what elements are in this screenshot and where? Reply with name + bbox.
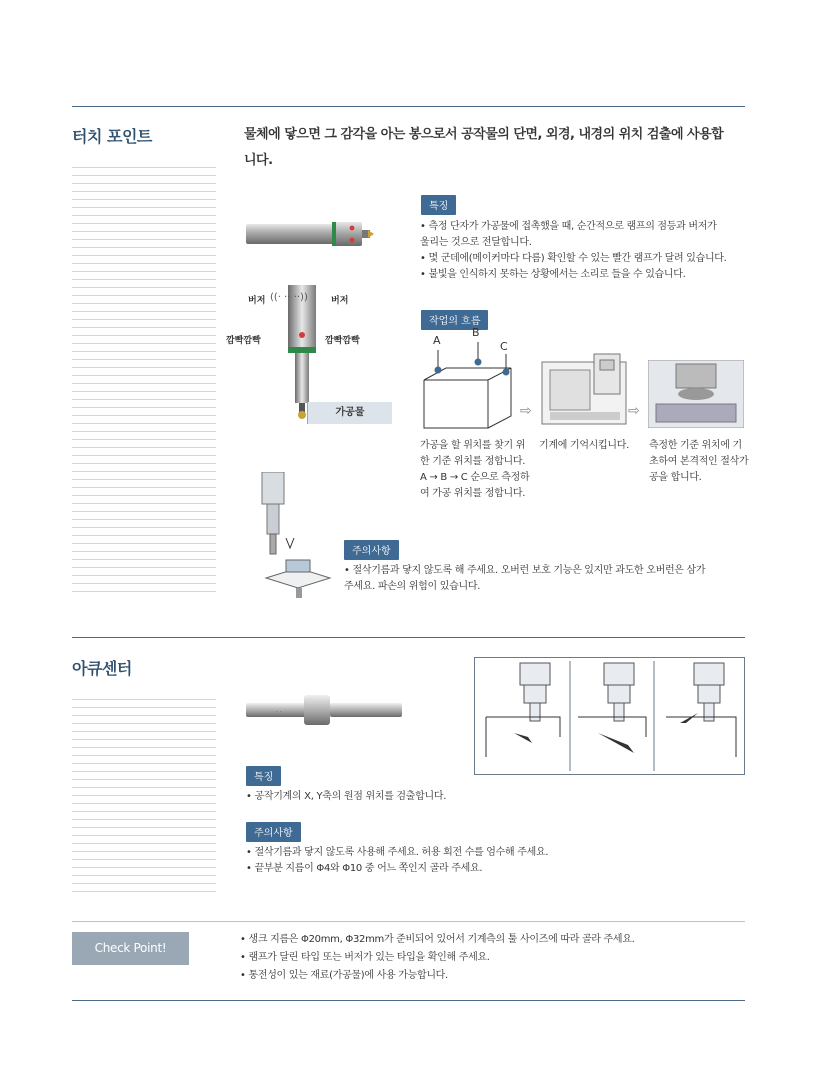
touch-probe-image [244,218,374,250]
feature-line: • 측정 단자가 가공물에 접촉했을 때, 순간적으로 램프의 점등과 버저가 [420,221,717,232]
point-c-label: C [500,340,508,353]
section-divider [72,637,745,638]
check-point-item: • 생크 지름은 Φ20mm, Φ32mm가 준비되어 있어서 기계측의 툴 사이즈에 따라 골라 주세요. [240,934,635,945]
features-badge: 특징 [246,766,281,786]
point-b-label: B [472,326,480,339]
sound-waves-icon: ((· ·· ··)) [270,292,308,303]
arrow-right-icon: ⇨ [520,403,532,419]
edge-finder-caution [246,845,646,877]
blink-label-left: 깜빡깜빡 [226,336,261,346]
workflow-caption-3: 측정한 기준 위치에 기초하여 본격적인 절삭가공을 합니다. [649,440,749,483]
workflow-caption-2: 기계에 기억시킵니다. [539,440,629,451]
feature-line: • 몇 군데에(메이커마다 다름) 확인할 수 있는 빨간 램프가 달려 있습니다. [420,253,727,264]
top-divider [72,106,745,107]
check-point-item: • 통전성이 있는 재료(가공물)에 사용 가능합니다. [240,970,448,981]
check-point-label: Check Point! [72,932,189,965]
check-point-list [240,931,740,985]
touch-point-caution [344,563,744,595]
caution-line: 주세요. 파손의 위험이 있습니다. [344,581,481,592]
workflow-step-measure-diagram [416,340,516,435]
edge-finder-image [246,690,406,730]
caution-line: • 절삭기름과 닿지 않도록 해 주세요. 오버런 보호 기능은 있지만 과도한 오버런은 삼가 [344,565,706,576]
buzzer-label-left: 버저 [248,296,266,306]
caution-badge: 주의사항 [246,822,301,842]
arrow-right-icon: ⇨ [628,403,640,419]
point-a-label: A [433,334,441,347]
edge-finder-usage-diagram [474,657,745,775]
feature-line: • 공작기계의 X, Y축의 원점 위치를 검출합니다. [246,791,447,802]
side-ruled-lines [72,167,216,599]
machining-center-image [540,350,630,428]
workflow-caption-1: 가공을 할 위치를 찾기 위한 기준 위치를 정합니다. A → B → C 순으로 측정하여 가공 위치를 정합니다. [420,440,530,499]
probe-touch-workpiece-image [258,472,334,600]
check-point-item: • 램프가 달린 타입 또는 버저가 있는 타입을 확인해 주세요. [240,952,490,963]
blink-label-right: 깜빡깜빡 [325,336,360,346]
edge-finder-features [246,789,646,805]
touch-point-lead: 물체에 닿으면 그 감각을 아는 봉으로서 공작물의 단면, 외경, 내경의 위치 검출에 사용합니다. [244,127,724,168]
caution-line: • 끝부분 지름이 Φ4와 Φ10 중 어느 쪽인지 골라 주세요. [246,863,483,874]
workflow-badge: 작업의 흐름 [421,310,488,330]
features-badge: 특징 [421,195,456,215]
caution-badge: 주의사항 [344,540,399,560]
caution-line: • 절삭기름과 닿지 않도록 사용해 주세요. 허용 회전 수를 엄수해 주세요. [246,847,549,858]
feature-line: 울리는 것으로 전달합니다. [420,237,532,248]
section-title-edge-finder: 아큐센터 [72,659,132,678]
check-point-divider [72,921,745,922]
feature-line: • 불빛을 인식하지 못하는 상황에서는 소리로 들을 수 있습니다. [420,269,686,280]
section-title-touch-point: 터치 포인트 [72,127,152,146]
svg-text:· ·: · · [276,709,282,716]
cutting-operation-image [648,360,744,428]
workpiece-label: 가공물 [307,402,392,424]
buzzer-label-right: 버저 [331,296,349,306]
bottom-divider [72,1000,745,1001]
touch-point-features [420,219,750,283]
side-ruled-lines [72,699,216,899]
